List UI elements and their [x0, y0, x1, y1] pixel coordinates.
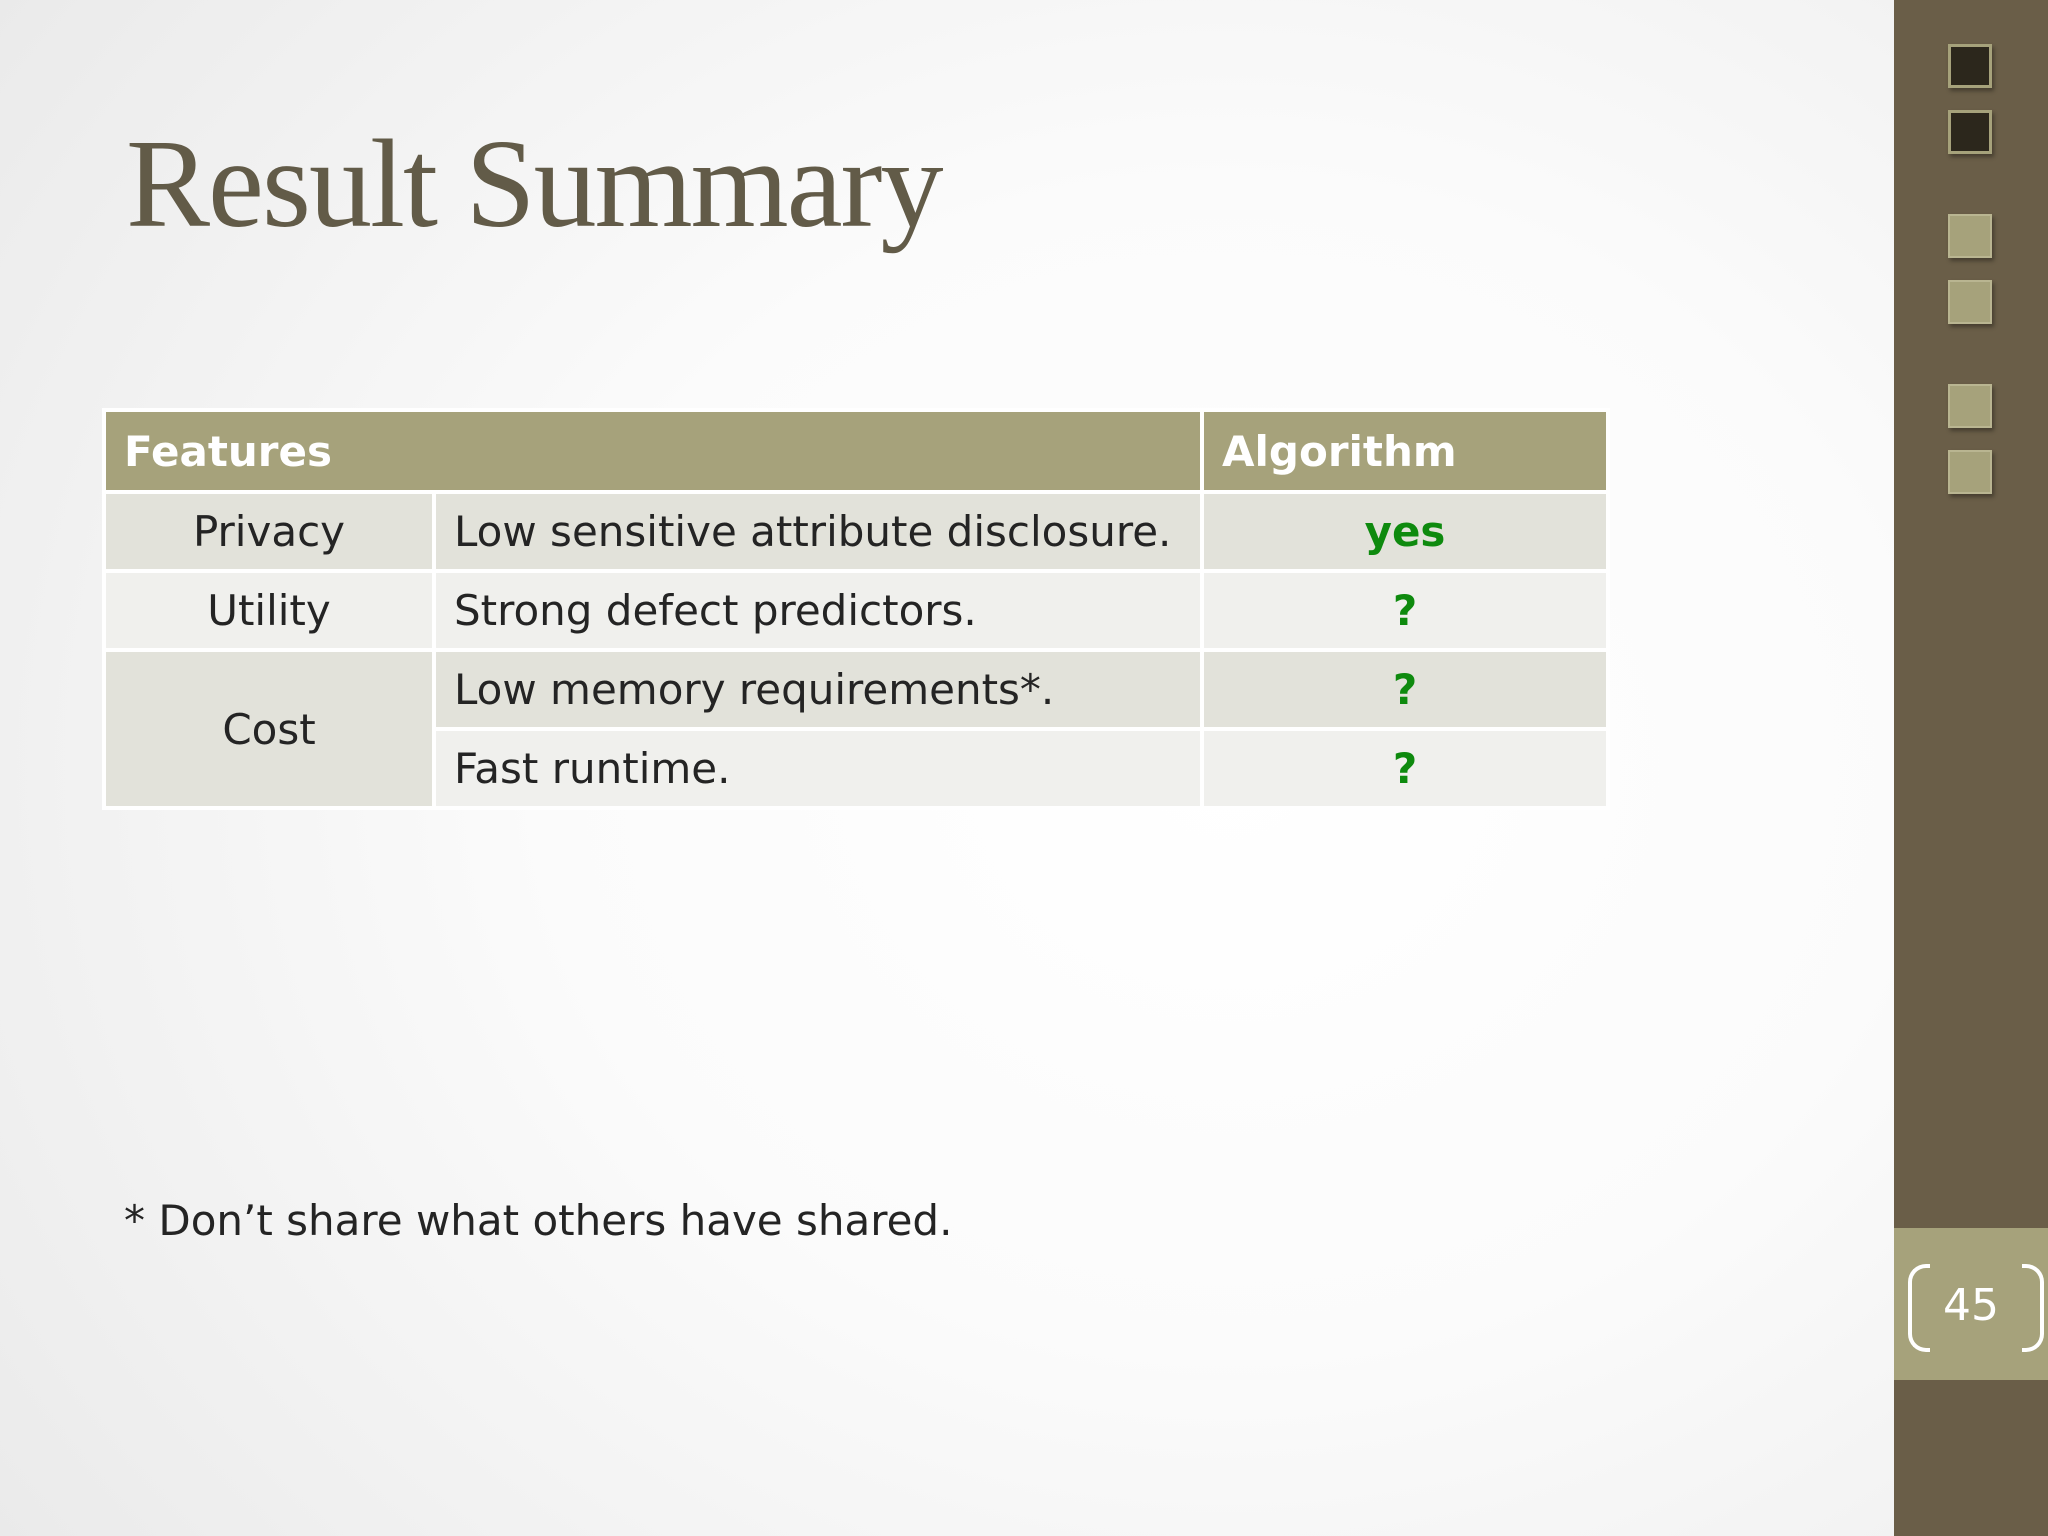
light-square-icon: [1948, 280, 1992, 324]
decorative-sidebar: [1894, 0, 2048, 1536]
category-cell-cost: Cost: [104, 650, 434, 808]
feature-cell: Low sensitive attribute disclosure.: [434, 492, 1202, 571]
footnote: * Don’t share what others have shared.: [124, 1196, 953, 1245]
table-row: [104, 571, 1608, 650]
algorithm-value-cell: ?: [1202, 571, 1608, 650]
light-square-icon: [1948, 384, 1992, 428]
algorithm-header: Algorithm: [1202, 410, 1608, 492]
page-number-box: [1894, 1228, 2048, 1380]
dark-square-icon: [1948, 44, 1992, 88]
algorithm-value-cell: ?: [1202, 729, 1608, 808]
category-cell-privacy: Privacy: [104, 492, 434, 571]
dark-square-icon: [1948, 110, 1992, 154]
feature-cell: Low memory requirements*.: [434, 650, 1202, 729]
result-summary-table: [102, 408, 1610, 810]
light-square-icon: [1948, 450, 1992, 494]
table-row: [104, 650, 1608, 729]
page-number: 45: [1943, 1280, 1999, 1331]
algorithm-value-cell: yes: [1202, 492, 1608, 571]
algorithm-value-cell: ?: [1202, 650, 1608, 729]
features-header: Features: [104, 410, 1202, 492]
feature-cell: Strong defect predictors.: [434, 571, 1202, 650]
table-row: [104, 492, 1608, 571]
category-cell-utility: Utility: [104, 571, 434, 650]
table-header-row: [104, 410, 1608, 492]
feature-cell: Fast runtime.: [434, 729, 1202, 808]
slide-title: Result Summary: [126, 115, 942, 254]
light-square-icon: [1948, 214, 1992, 258]
